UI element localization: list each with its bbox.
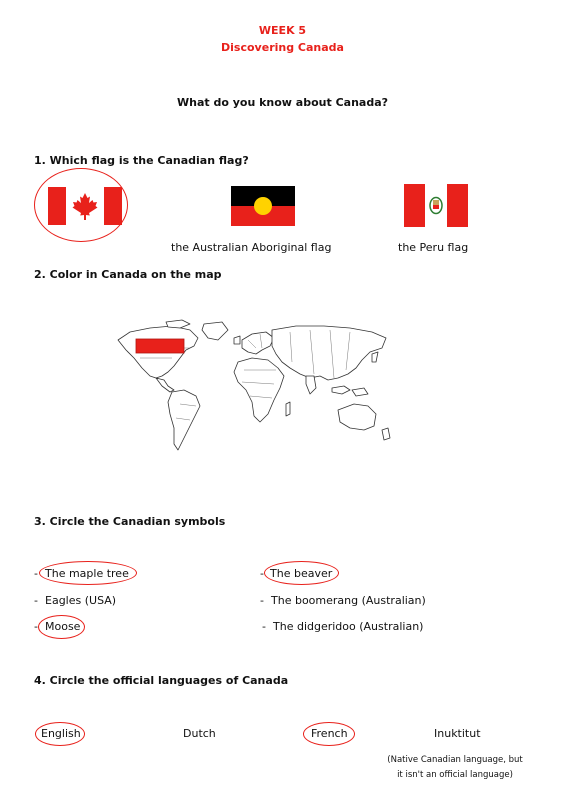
symbol-item-prefix: - xyxy=(34,594,38,607)
aboriginal-flag[interactable] xyxy=(231,186,295,226)
symbol-didgeridoo[interactable]: The didgeridoo (Australian) xyxy=(273,620,424,633)
symbol-item-prefix: - xyxy=(262,620,266,633)
symbol-maple-tree[interactable]: The maple tree xyxy=(45,567,129,580)
aboriginal-flag-caption: the Australian Aboriginal flag xyxy=(171,241,332,254)
symbol-item-prefix: - xyxy=(34,567,38,580)
question-3-label: 3. Circle the Canadian symbols xyxy=(34,515,226,528)
question-4-label: 4. Circle the official languages of Canada xyxy=(34,674,289,687)
symbol-beaver[interactable]: The beaver xyxy=(270,567,333,580)
symbol-boomerang[interactable]: The boomerang (Australian) xyxy=(271,594,426,607)
inuktitut-note xyxy=(360,753,550,783)
symbol-item-prefix: - xyxy=(34,620,38,633)
intro-question: What do you know about Canada? xyxy=(176,96,389,109)
language-french[interactable]: French xyxy=(311,727,348,740)
question-2-label: 2. Color in Canada on the map xyxy=(34,268,222,281)
question-1-label: 1. Which flag is the Canadian flag? xyxy=(34,154,249,167)
language-dutch[interactable]: Dutch xyxy=(183,727,216,740)
page-subtitle: Discovering Canada xyxy=(221,41,344,54)
language-english[interactable]: English xyxy=(41,727,81,740)
peru-flag-caption: the Peru flag xyxy=(398,241,469,254)
symbol-item-prefix: - xyxy=(260,594,264,607)
inuktitut-note-line-1: (Native Canadian language, but xyxy=(387,755,523,765)
symbol-eagles[interactable]: Eagles (USA) xyxy=(45,594,117,607)
week-title: WEEK 5 xyxy=(258,24,307,37)
symbol-item-prefix: - xyxy=(260,567,264,580)
canada-flag[interactable] xyxy=(48,187,122,225)
language-inuktitut[interactable]: Inuktitut xyxy=(434,727,481,740)
world-map[interactable] xyxy=(110,318,400,468)
peru-flag[interactable] xyxy=(404,184,468,227)
symbol-moose[interactable]: Moose xyxy=(45,620,81,633)
inuktitut-note-line-2: it isn't an official language) xyxy=(397,770,513,780)
canada-highlight xyxy=(136,339,184,353)
